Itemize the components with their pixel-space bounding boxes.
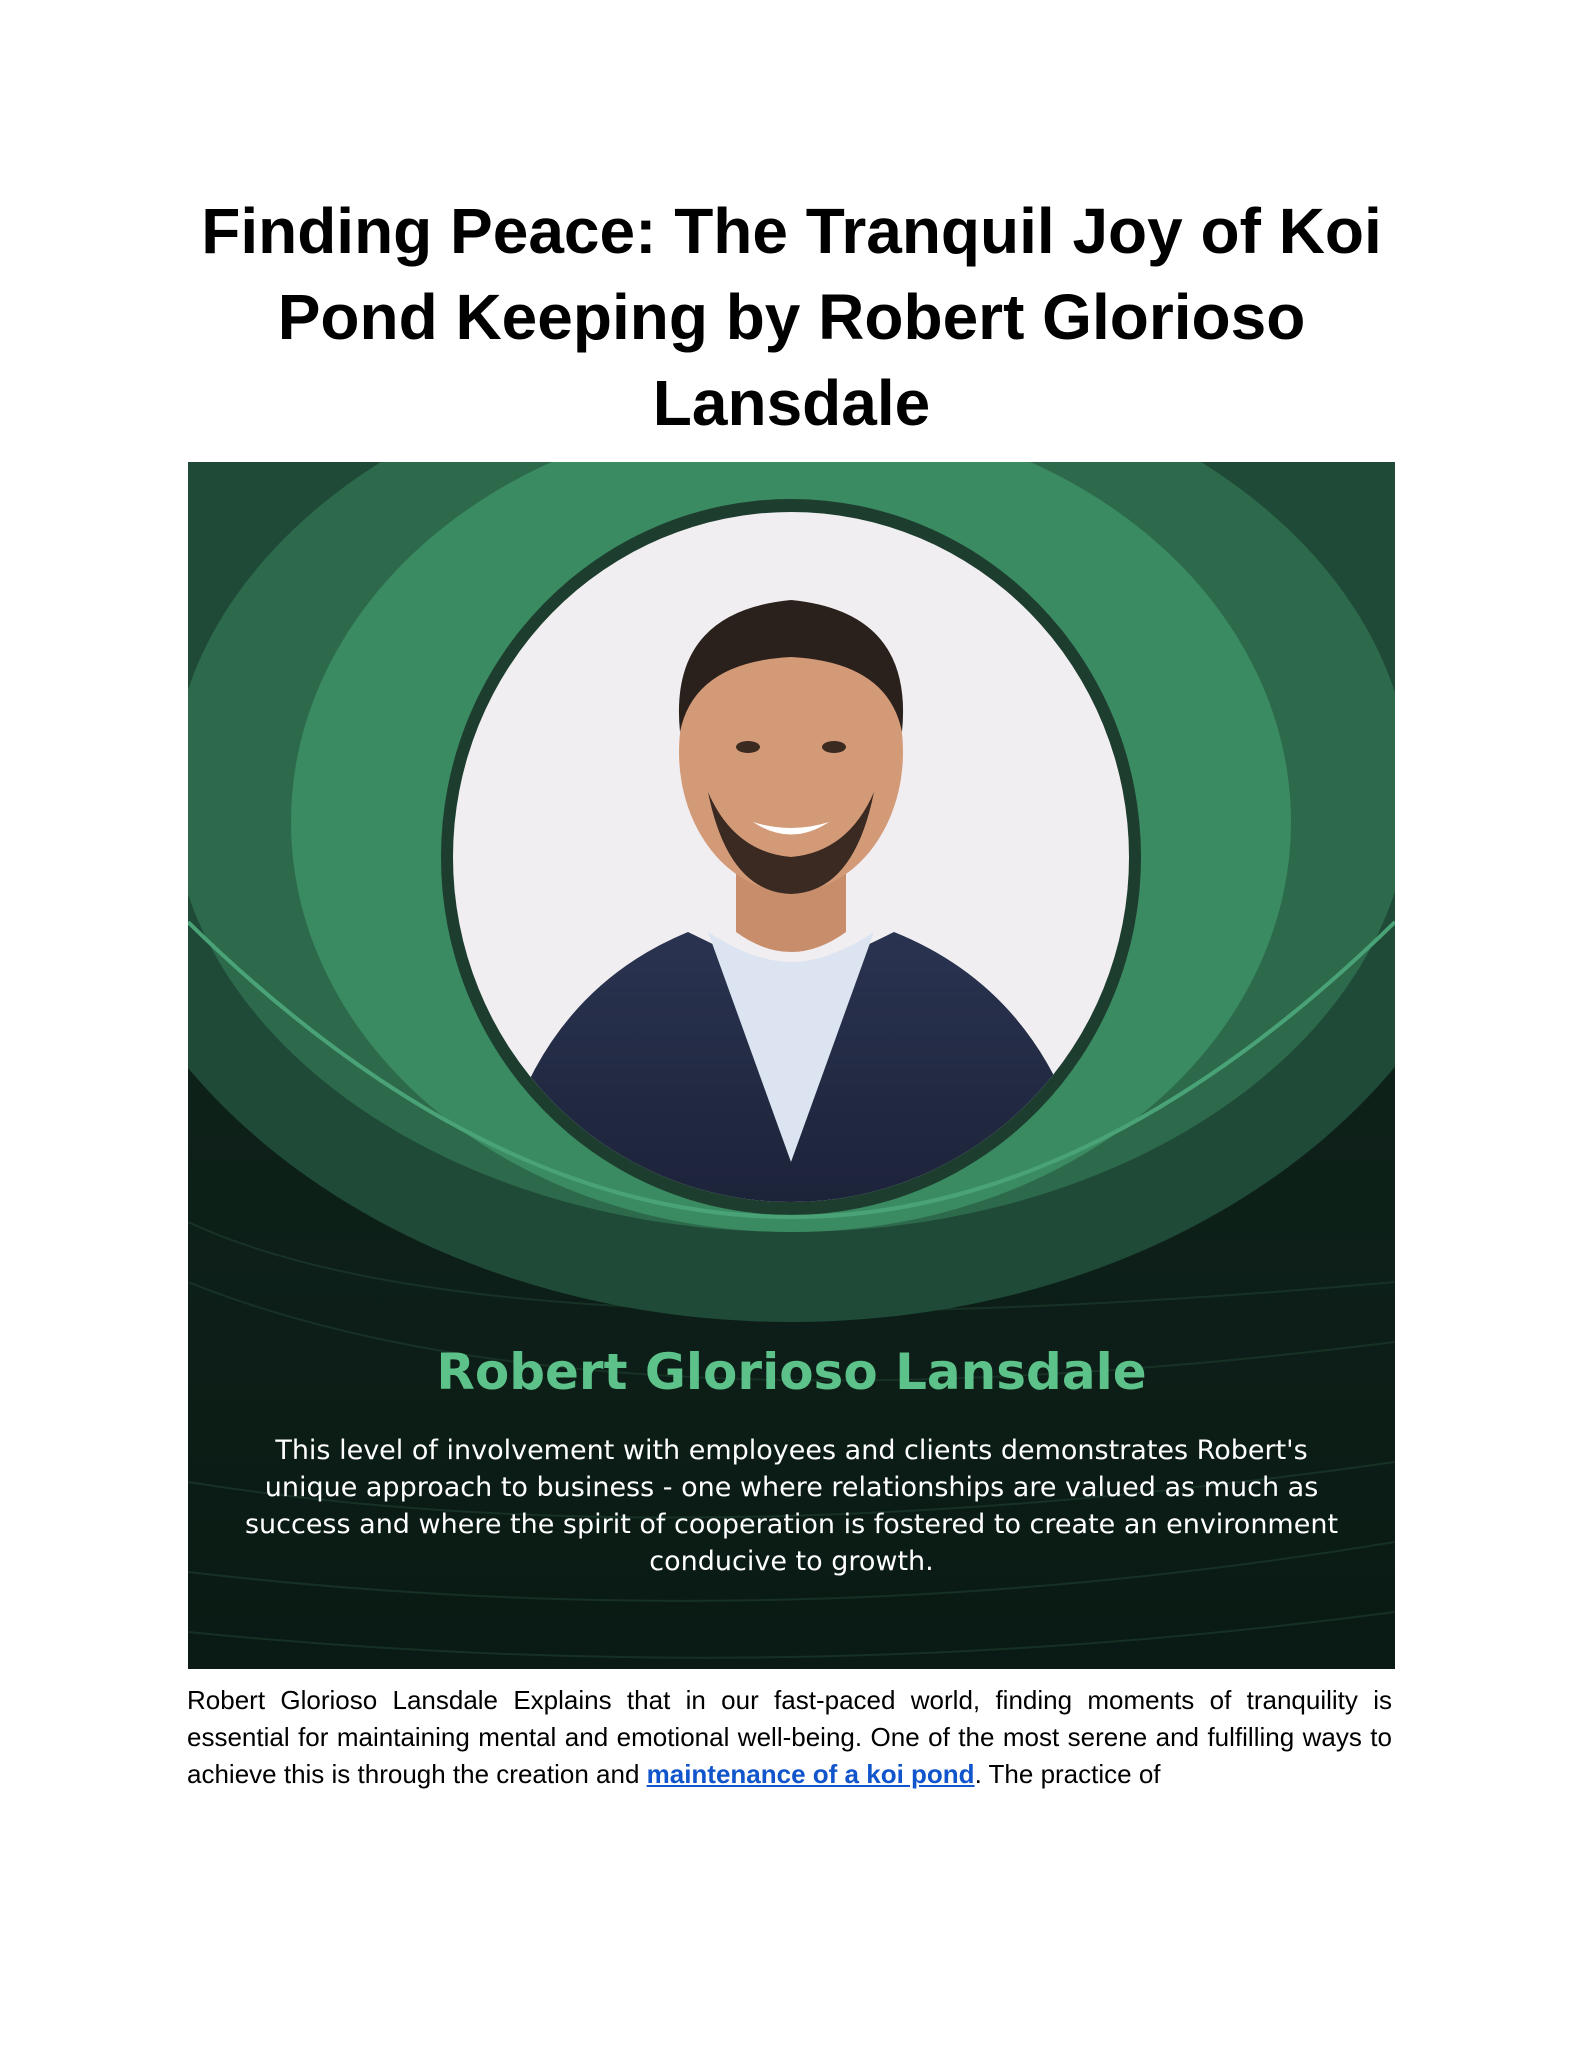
koi-pond-maintenance-link[interactable]: maintenance of a koi pond xyxy=(646,1759,975,1789)
body-paragraph xyxy=(187,1682,1392,1793)
banner-quote: This level of involvement with employees and clients demonstrates Robert's unique approach to business - one where relationships are valued as much as success and where the spirit of cooperation is fostered to create an environment conducive to growth. xyxy=(244,1435,1339,1577)
body-text-start: Robert Glorioso Lansdale Explains that in our fast-paced world, finding moments of tranquility is essential for maintaining mental and emotional well-being. One of the most serene and fulfilling ways to achieve this is through the creation and xyxy=(187,1685,1392,1789)
profile-banner-image xyxy=(188,462,1395,1669)
banner-name: Robert Glorioso Lansdale xyxy=(436,1343,1147,1401)
body-text-end: . The practice of xyxy=(974,1759,1161,1789)
page-title: Finding Peace: The Tranquil Joy of Koi Pond Keeping by Robert Glorioso Lansdale xyxy=(201,195,1382,439)
